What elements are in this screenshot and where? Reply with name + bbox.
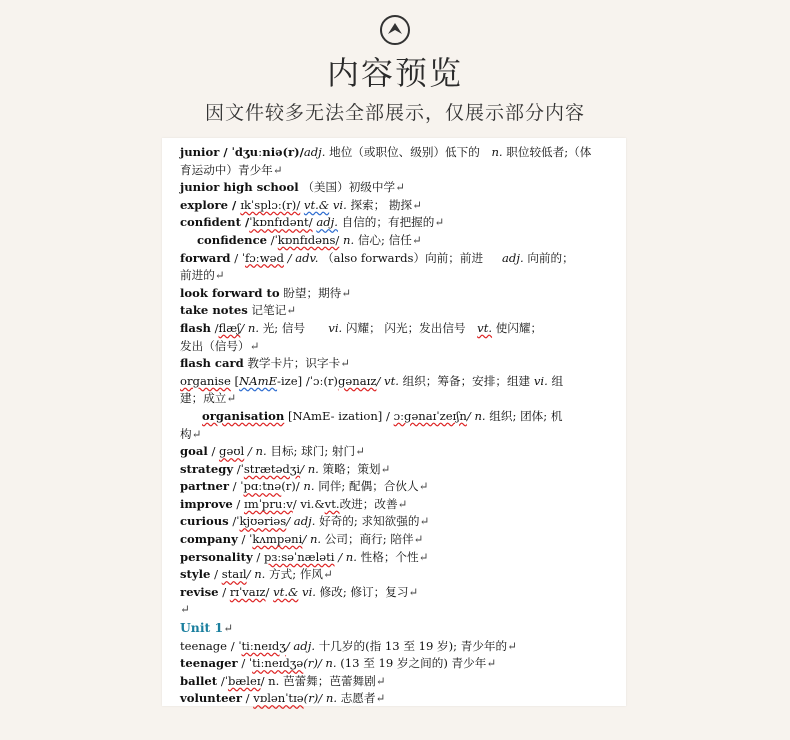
entry-organise-cont: 建；成立↵ (180, 391, 237, 406)
paragraph-mark-icon: ↵ (375, 691, 386, 706)
entry-teenager: teenager / ˈtiːneɪdʒə(r)/ n. (13 至 19 岁之间的) 青少年↵ (180, 656, 497, 671)
entry-volunteer: volunteer / vɒlənˈtɪə(r)/ n. 志愿者↵ (180, 691, 386, 706)
paragraph-mark-icon: ↵ (214, 268, 225, 283)
empty-paragraph (180, 601, 600, 619)
entry-junior-high-school: junior high school （美国）初级中学↵ (180, 180, 405, 195)
paragraph-mark-icon: ↵ (411, 232, 422, 247)
entry-junior: junior / ˈdʒuːniə(r)/adj. 地位（或职位、级别）低下的 n. 职位较低者;（体 (180, 145, 592, 159)
paragraph-mark-icon: ↵ (419, 514, 430, 529)
paragraph-mark-icon: ↵ (223, 621, 233, 636)
paragraph-mark-icon: ↵ (226, 391, 237, 406)
entry-teenage: teenage / ˈtiːneɪdʒ/ adj. 十几岁的(指 13 至 19 岁); 青少年的↵ (180, 638, 517, 653)
paragraph-mark-icon: ↵ (418, 549, 429, 564)
paragraph-mark-icon: ↵ (355, 444, 365, 459)
up-arrow-circle-icon (379, 14, 411, 46)
paragraph-mark-icon: ↵ (380, 461, 391, 476)
paragraph-mark-icon: ↵ (272, 162, 283, 177)
entry-explore: explore / ɪkˈsplɔː(r)/ vt.& vi. 探索； 勘探↵ (180, 197, 422, 212)
entry-goal: goal / gəʊl / n. 目标; 球门; 射门↵ (180, 444, 365, 459)
paragraph-mark-icon: ↵ (418, 479, 429, 494)
paragraph-mark-icon: ↵ (507, 638, 517, 653)
entry-confidence: confidence /ˈkɒnfɪdəns/ n. 信心; 信任↵ (197, 232, 422, 247)
paragraph-mark-icon: ↵ (412, 197, 422, 212)
paragraph-mark-icon: ↵ (323, 567, 333, 582)
unit-heading: Unit 1↵ (180, 620, 233, 636)
entry-personality: personality / pɜːsəˈnæləti / n. 性格；个性↵ (180, 549, 429, 564)
paragraph-mark-icon: ↵ (249, 338, 260, 353)
entry-organisation: organisation [NAmE- ization] / ɔːgənaɪˈzeɪʃn/ n. 组织; 团体; 机 (202, 408, 563, 423)
paragraph-mark-icon: ↵ (397, 496, 408, 511)
paragraph-mark-icon: ↵ (395, 180, 405, 195)
entry-ballet: ballet /ˈbæleɪ/ n. 芭蕾舞；芭蕾舞剧↵ (180, 673, 386, 688)
document-preview (162, 138, 626, 706)
paragraph-mark-icon: ↵ (286, 303, 296, 318)
entry-flash-cont: 发出（信号）↵ (180, 338, 260, 353)
paragraph-mark-icon: ↵ (180, 602, 190, 617)
entry-confident: confident /ˈkɒnfɪdənt/ adj. 自信的；有把握的↵ (180, 215, 445, 230)
paragraph-mark-icon: ↵ (340, 356, 350, 371)
entry-improve: improve / ɪmˈpruːv/ vi.&vt.改进；改善↵ (180, 496, 408, 511)
entry-forward: forward / ˈfɔːwəd / adv. （also forwards）向前；前进 adj. 向前的； (180, 250, 574, 265)
entry-partner: partner / ˈpɑːtnə(r)/ n. 同伴; 配偶；合伙人↵ (180, 479, 429, 494)
entry-style: style / staɪl/ n. 方式; 作风↵ (180, 567, 333, 582)
entry-curious: curious /ˈkjʊəriəs/ adj. 好奇的; 求知欲强的↵ (180, 514, 430, 529)
entry-strategy: strategy /ˈstrætədʒi/ n. 策略；策划↵ (180, 461, 391, 476)
paragraph-mark-icon: ↵ (413, 532, 424, 547)
paragraph-mark-icon: ↵ (191, 426, 202, 441)
entry-flash-card: flash card 教学卡片；识字卡↵ (180, 356, 350, 371)
document-body (180, 144, 600, 708)
entry-look-forward-to: look forward to 盼望；期待↵ (180, 285, 351, 300)
entry-take-notes: take notes 记笔记↵ (180, 303, 296, 318)
entry-organisation-cont: 构↵ (180, 426, 202, 441)
paragraph-mark-icon: ↵ (434, 215, 445, 230)
entry-flash: flash /flæʃ/ n. 光; 信号 vi. 闪耀； 闪光；发出信号 vt. 使闪耀； (180, 320, 543, 335)
page-title: 内容预览 (326, 54, 463, 92)
paragraph-mark-icon: ↵ (341, 285, 351, 300)
entry-revise: revise / rɪˈvaɪz/ vt.& vi. 修改; 修订；复习↵ (180, 584, 419, 599)
page-subtitle: 因文件较多无法全部展示，仅展示部分内容 (204, 102, 585, 124)
entry-junior-cont: 育运动中）青少年↵ (180, 162, 283, 177)
paragraph-mark-icon: ↵ (486, 656, 497, 671)
entry-forward-cont: 前进的↵ (180, 268, 225, 283)
entry-company: company / ˈkʌmpəni/ n. 公司；商行; 陪伴↵ (180, 532, 424, 547)
entry-organise: organise [NAmE-ize] /ˈɔː(r)gənaɪz/ vt. 组织；筹备；安排；组建 vi. 组 (180, 373, 564, 388)
paragraph-mark-icon: ↵ (408, 584, 419, 599)
paragraph-mark-icon: ↵ (375, 673, 386, 688)
